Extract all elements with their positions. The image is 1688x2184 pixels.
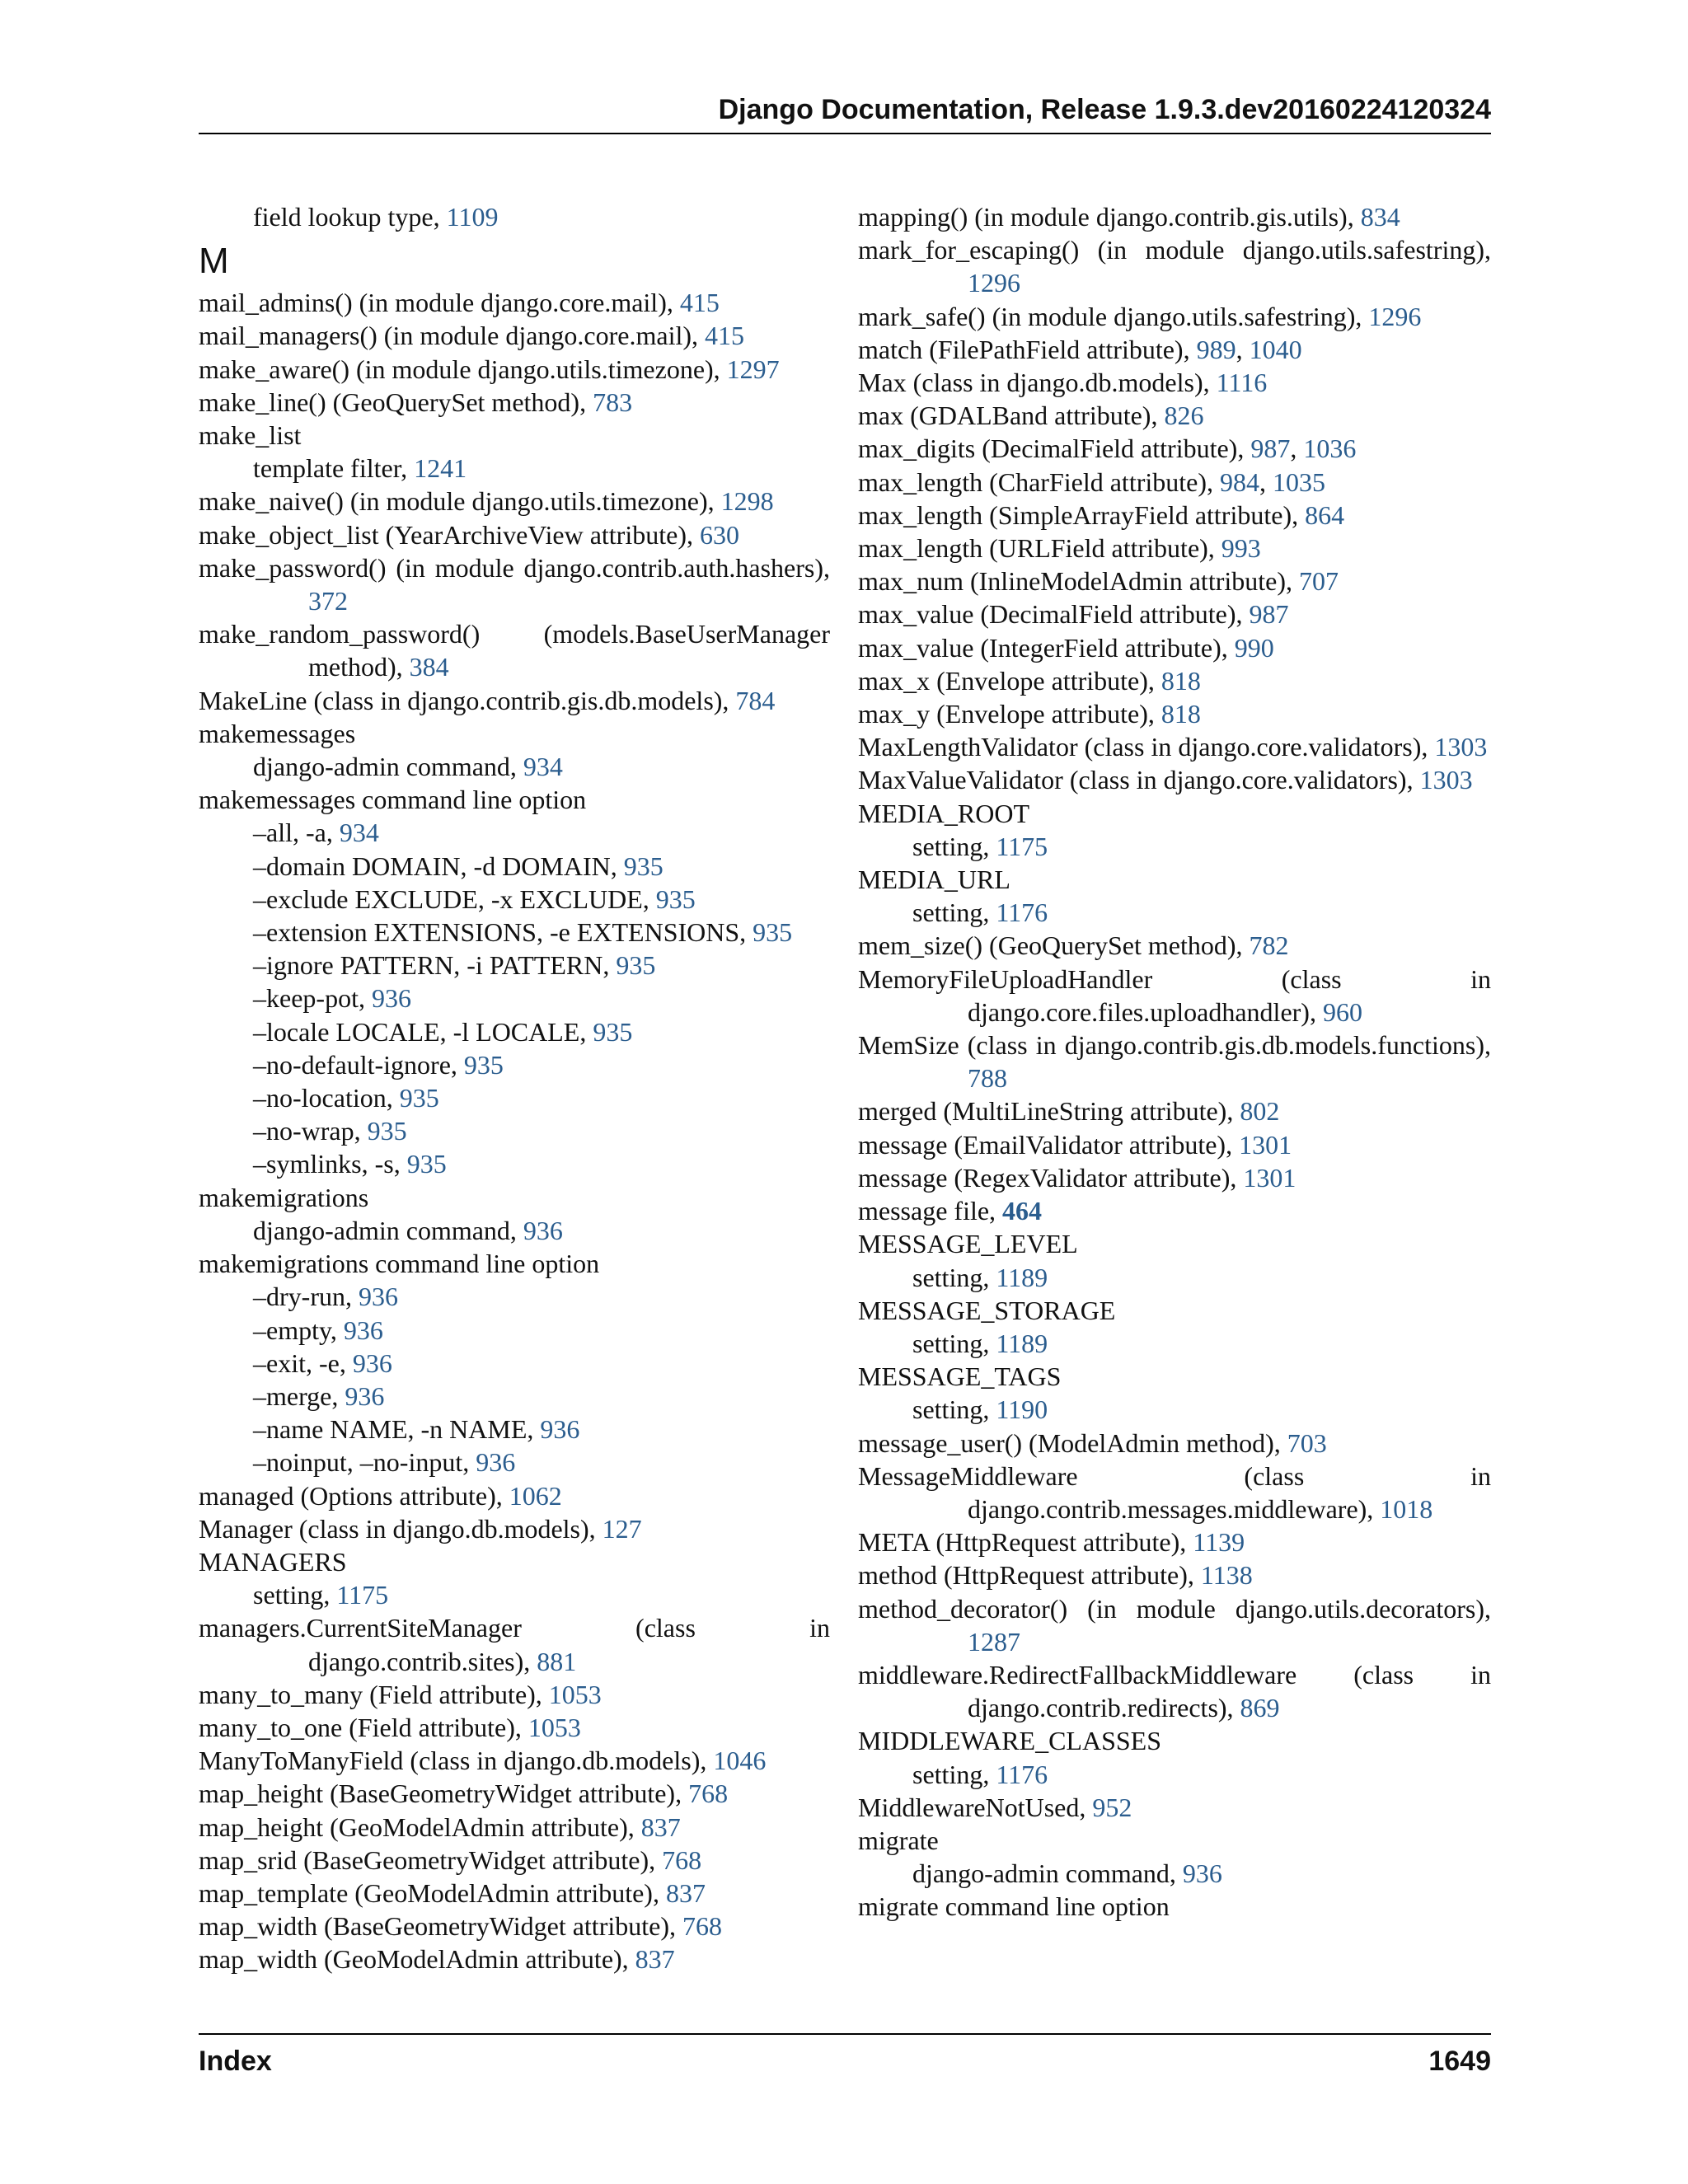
index-subentry: [858, 1758, 1491, 1791]
entry-text: –exclude EXCLUDE, -x EXCLUDE,: [253, 883, 656, 914]
index-entry: [199, 1910, 830, 1943]
entry-text: makemigrations: [199, 1182, 369, 1212]
index-entry: [199, 1479, 830, 1512]
index-entry: [858, 1558, 1491, 1591]
entry-text: MemoryFileUploadHandler (class in django.core.files.uploadhandler),: [858, 963, 1491, 1027]
page-link[interactable]: 837: [665, 1877, 706, 1908]
index-entry: [858, 1227, 1491, 1260]
entry-text: map_template (GeoModelAdmin attribute),: [199, 1877, 666, 1908]
entry-text: –empty,: [253, 1315, 344, 1345]
page-link[interactable]: 993: [1221, 533, 1261, 564]
entry-text: max_digits (DecimalField attribute),: [858, 434, 1251, 464]
index-subentry: [199, 1347, 830, 1380]
index-entry: [858, 200, 1491, 233]
entry-text: setting,: [912, 1394, 996, 1425]
page-link[interactable]: 952: [1092, 1792, 1132, 1822]
index-entry: [199, 286, 830, 319]
index-entry: [858, 797, 1491, 830]
entry-text: MessageMiddleware (class in django.contrib.messages.middleware),: [858, 1460, 1491, 1524]
entry-text: MaxValueValidator (class in django.core.validators),: [858, 765, 1420, 795]
entry-text: max_x (Envelope attribute),: [858, 665, 1161, 696]
entry-text: –no-wrap,: [253, 1116, 368, 1146]
index-subentry: [199, 916, 830, 949]
entry-text: match (FilePathField attribute),: [858, 334, 1197, 364]
index-subentry: [199, 1114, 830, 1147]
entry-text: managers.CurrentSiteManager (class in django.contrib.sites),: [199, 1613, 830, 1676]
entry-text: setting,: [912, 1262, 996, 1292]
index-entry: max_digits (DecimalField attribute), 987, 1036: [858, 434, 1357, 464]
page-link[interactable]: 936: [345, 1380, 385, 1411]
index-entry: [858, 1029, 1491, 1094]
index-subentry: [199, 750, 830, 783]
entry-text: map_height (GeoModelAdmin attribute),: [199, 1811, 641, 1842]
index-entry: [199, 1611, 830, 1677]
page-link[interactable]: 935: [753, 917, 793, 948]
index-entry: [858, 1294, 1491, 1327]
page-link[interactable]: 464: [1002, 1196, 1043, 1226]
entry-text: –no-location,: [253, 1083, 400, 1113]
entry-text: –merge,: [253, 1380, 345, 1411]
index-entry: match (FilePathField attribute), 989, 1040: [858, 334, 1302, 364]
entry-text: message (RegexValidator attribute),: [858, 1162, 1244, 1193]
index-entry: [858, 1460, 1491, 1526]
page-link[interactable]: 1297: [726, 354, 780, 384]
page-link[interactable]: 127: [602, 1513, 642, 1544]
entry-text: map_width (BaseGeometryWidget attribute),: [199, 1911, 682, 1942]
index-subentry: [199, 1314, 830, 1347]
entry-text: middleware.RedirectFallbackMiddleware (class in django.contrib.redirects),: [858, 1659, 1491, 1723]
entry-text: merged (MultiLineString attribute),: [858, 1096, 1240, 1127]
entry-text: make_naive() (in module django.utils.timezone),: [199, 486, 721, 517]
entry-text: mapping() (in module django.contrib.gis.utils),: [858, 202, 1361, 232]
entry-text: –exit, -e,: [253, 1347, 353, 1378]
page-link[interactable]: 935: [623, 851, 663, 881]
index-entry: [199, 1545, 830, 1578]
index-entry: [858, 233, 1491, 299]
entry-text: message file,: [858, 1196, 1003, 1226]
index-subentry: [199, 1578, 830, 1611]
entry-text: make_list: [199, 420, 302, 451]
index-entry: [858, 565, 1491, 598]
page-link[interactable]: 1303: [1434, 732, 1488, 762]
index-entry: [858, 300, 1491, 333]
index-entry: [199, 1711, 830, 1744]
index-subentry: [858, 1393, 1491, 1426]
index-subentry: [199, 1048, 830, 1081]
index-subentry: [199, 982, 830, 1015]
page-link[interactable]: 1298: [720, 486, 774, 517]
index-entry: [199, 1512, 830, 1545]
page-link[interactable]: 707: [1299, 566, 1339, 597]
entry-text: template filter,: [253, 453, 415, 484]
page-link[interactable]: 630: [699, 519, 739, 550]
index-entry: [858, 499, 1491, 532]
index-entry: [858, 664, 1491, 697]
index-entry: [858, 598, 1491, 630]
page-link[interactable]: 1301: [1239, 1129, 1292, 1160]
index-entry: [858, 1194, 1491, 1227]
entry-text: make_object_list (YearArchiveView attribute),: [199, 519, 700, 550]
page-link[interactable]: 1053: [528, 1712, 581, 1742]
page-link[interactable]: 1018: [1380, 1493, 1433, 1524]
index-subentry: [199, 200, 830, 233]
page-link[interactable]: 1175: [336, 1580, 389, 1610]
index-entry: [858, 1360, 1491, 1393]
entry-text: field lookup type,: [253, 202, 447, 232]
page-link[interactable]: 984: [1220, 466, 1259, 497]
entry-text: make_password() (in module django.contrib.auth.hashers),: [199, 552, 830, 583]
index-entry: [199, 783, 830, 816]
index-entry: [199, 1678, 830, 1711]
page-footer: [199, 2033, 1491, 2078]
index-subentry: [858, 830, 1491, 863]
index-entry: [858, 1094, 1491, 1127]
index-entry: [858, 730, 1491, 763]
index-entry: [858, 763, 1491, 796]
entry-text: MEDIA_ROOT: [858, 798, 1029, 828]
page-link[interactable]: 935: [367, 1116, 407, 1146]
entry-text: map_width (GeoModelAdmin attribute),: [199, 1944, 635, 1975]
entry-text: max (GDALBand attribute),: [858, 401, 1165, 431]
index-subentry: [199, 850, 830, 883]
index-entry: [858, 1724, 1491, 1757]
index-subentry: [199, 1280, 830, 1313]
entry-text: mark_for_escaping() (in module django.utils.safestring),: [858, 235, 1491, 265]
page-link[interactable]: 1303: [1419, 765, 1473, 795]
page-link[interactable]: 935: [593, 1016, 633, 1047]
page-link[interactable]: 783: [593, 387, 633, 417]
page-link[interactable]: 834: [1360, 202, 1400, 232]
entry-text: –ignore PATTERN, -i PATTERN,: [253, 950, 617, 981]
page-link[interactable]: 1053: [548, 1679, 602, 1709]
index-entry: [199, 386, 830, 419]
index-entry: [199, 1777, 830, 1810]
page-link[interactable]: 1190: [996, 1394, 1048, 1425]
entry-text: mail_managers() (in module django.core.mail),: [199, 321, 706, 351]
index-subentry: [199, 1446, 830, 1479]
index-column-left: [199, 200, 830, 1976]
entry-text: mail_admins() (in module django.core.mail),: [199, 288, 680, 318]
index-subentry: [199, 949, 830, 982]
index-entry: [199, 717, 830, 750]
page-link[interactable]: 1139: [1193, 1527, 1245, 1558]
entry-text: max_length (SimpleArrayField attribute),: [858, 499, 1306, 530]
index-entry: [858, 1128, 1491, 1161]
page-link[interactable]: 960: [1322, 996, 1362, 1027]
entry-text: make_aware() (in module django.utils.timezone),: [199, 354, 727, 384]
entry-text: max_value (DecimalField attribute),: [858, 599, 1250, 630]
entry-text: make_random_password() (models.BaseUserManager method),: [199, 619, 830, 682]
index-subentry: [858, 896, 1491, 929]
page-link[interactable]: 935: [463, 1049, 504, 1080]
page-link[interactable]: 784: [735, 685, 776, 715]
page-link[interactable]: 1176: [996, 898, 1048, 928]
entry-text: method (HttpRequest attribute),: [858, 1560, 1201, 1591]
index-entry: [199, 485, 830, 518]
index-letter-heading: M: [199, 241, 229, 282]
index-entry: [199, 1844, 830, 1877]
entry-text: MIDDLEWARE_CLASSES: [858, 1726, 1162, 1756]
entry-text: max_length (URLField attribute),: [858, 533, 1221, 564]
page-link[interactable]: 990: [1234, 632, 1274, 663]
page-link[interactable]: 768: [682, 1911, 722, 1942]
index-entry: [858, 1658, 1491, 1724]
entry-text: setting,: [912, 898, 996, 928]
entry-text: –all, -a,: [253, 818, 340, 848]
entry-text: makemigrations command line option: [199, 1249, 600, 1279]
page-link[interactable]: 818: [1160, 665, 1201, 696]
page-link[interactable]: 703: [1287, 1427, 1327, 1458]
index-entry: [199, 1811, 830, 1844]
entry-text: max_num (InlineModelAdmin attribute),: [858, 566, 1299, 597]
footer-page-number: 1649: [1428, 2046, 1491, 2077]
page-link[interactable]: 881: [537, 1646, 577, 1676]
entry-text: mark_safe() (in module django.utils.safestring),: [858, 301, 1369, 331]
entry-text: MakeLine (class in django.contrib.gis.db.models),: [199, 685, 736, 715]
entry-text: setting,: [912, 1759, 996, 1789]
entry-text: setting,: [253, 1580, 337, 1610]
index-subentry: [199, 452, 830, 485]
page-link[interactable]: 934: [339, 818, 379, 848]
entry-text: map_srid (BaseGeometryWidget attribute),: [199, 1844, 663, 1875]
entry-text: many_to_many (Field attribute),: [199, 1679, 549, 1709]
entry-text: MEDIA_URL: [858, 865, 1010, 895]
page-link[interactable]: 1036: [1303, 434, 1357, 464]
index-entry: [858, 1890, 1491, 1923]
page-link[interactable]: 936: [540, 1414, 580, 1445]
page-link[interactable]: 935: [655, 883, 696, 914]
index-entry: [858, 929, 1491, 962]
page-link[interactable]: 837: [640, 1811, 681, 1842]
page-link[interactable]: 826: [1164, 401, 1204, 431]
index-subentry: [199, 1147, 830, 1180]
entry-text: method_decorator() (in module django.utils.decorators),: [858, 1593, 1491, 1624]
page-link[interactable]: 935: [399, 1083, 439, 1113]
page-link[interactable]: 768: [662, 1844, 702, 1875]
page-link[interactable]: 936: [343, 1315, 383, 1345]
page-link[interactable]: 1176: [996, 1759, 1048, 1789]
entry-text: managed (Options attribute),: [199, 1480, 509, 1511]
index-entry: [858, 1824, 1491, 1857]
entry-text: MemSize (class in django.contrib.gis.db.models.functions),: [858, 1030, 1491, 1061]
page-link[interactable]: 936: [371, 983, 411, 1014]
index-entry: [858, 863, 1491, 896]
index-entry: [858, 399, 1491, 432]
index-entry: [858, 1592, 1491, 1658]
entry-text: map_height (BaseGeometryWidget attribute),: [199, 1779, 689, 1809]
index-subentry: [199, 883, 830, 916]
page-link[interactable]: 1189: [996, 1328, 1048, 1358]
page-link[interactable]: 1138: [1200, 1560, 1253, 1591]
page-link[interactable]: 1296: [968, 268, 1020, 298]
page-link[interactable]: 987: [1249, 599, 1289, 630]
index-entry: [858, 1161, 1491, 1194]
index-subentry: [858, 1261, 1491, 1294]
entry-text: max_y (Envelope attribute),: [858, 699, 1161, 729]
entry-text: –name NAME, -n NAME,: [253, 1414, 541, 1445]
page-link[interactable]: 934: [523, 752, 563, 782]
index-entry: [858, 1791, 1491, 1824]
page-link[interactable]: 936: [358, 1282, 398, 1312]
page-link[interactable]: 1175: [996, 831, 1048, 861]
index-entry: [199, 617, 830, 683]
page-link[interactable]: 802: [1240, 1096, 1280, 1127]
page-link[interactable]: 869: [1240, 1693, 1280, 1723]
entry-text: MESSAGE_LEVEL: [858, 1229, 1078, 1259]
page-link[interactable]: 1062: [509, 1480, 562, 1511]
page-link[interactable]: 1287: [968, 1626, 1020, 1657]
page-link[interactable]: 818: [1160, 699, 1201, 729]
index-entry: [199, 1877, 830, 1910]
page-link[interactable]: 384: [409, 652, 449, 682]
page-link[interactable]: 1296: [1368, 301, 1422, 331]
page-link[interactable]: 415: [705, 321, 745, 351]
index-subentry: [199, 1015, 830, 1048]
page-link[interactable]: 987: [1250, 434, 1291, 464]
entry-text: setting,: [912, 1328, 996, 1358]
page-link[interactable]: 864: [1305, 499, 1345, 530]
page-link[interactable]: 936: [352, 1347, 392, 1378]
index-subentry: [199, 816, 830, 849]
page-link[interactable]: 936: [476, 1447, 516, 1478]
page-link[interactable]: 1189: [996, 1262, 1048, 1292]
entry-text: ManyToManyField (class in django.db.models),: [199, 1746, 714, 1776]
entry-text: –symlinks, -s,: [253, 1149, 407, 1179]
entry-text: migrate command line option: [858, 1891, 1170, 1922]
page-link[interactable]: 1241: [414, 453, 467, 484]
entry-text: message_user() (ModelAdmin method),: [858, 1427, 1287, 1458]
page-link[interactable]: 935: [406, 1149, 447, 1179]
page-link[interactable]: 1109: [446, 202, 499, 232]
page-link[interactable]: 788: [968, 1063, 1007, 1094]
index-entry: [199, 518, 830, 551]
footer-section: Index: [199, 2046, 272, 2077]
page-link[interactable]: 782: [1249, 930, 1289, 961]
page-link[interactable]: 1040: [1249, 334, 1302, 364]
index-entry: [199, 1744, 830, 1777]
index-entry: [199, 419, 830, 452]
entry-text: MESSAGE_STORAGE: [858, 1295, 1116, 1325]
entry-text: max_value (IntegerField attribute),: [858, 632, 1235, 663]
index-entry: [858, 1526, 1491, 1558]
index-subentry: [199, 1214, 830, 1247]
index-entry: [199, 319, 830, 352]
page-link[interactable]: 936: [523, 1215, 563, 1245]
index-subentry: [199, 1413, 830, 1446]
entry-text: MESSAGE_TAGS: [858, 1361, 1062, 1392]
entry-text: –locale LOCALE, -l LOCALE,: [253, 1016, 593, 1047]
entry-text: Max (class in django.db.models),: [858, 368, 1217, 398]
entry-text: django-admin command,: [253, 752, 523, 782]
index-subentry: [199, 1380, 830, 1413]
index-entry: [858, 631, 1491, 664]
index-entry: [199, 1247, 830, 1280]
entry-text: max_length (CharField attribute),: [858, 466, 1220, 497]
page-link[interactable]: 1116: [1216, 368, 1268, 398]
entry-text: –noinput, –no-input,: [253, 1447, 476, 1478]
page-link[interactable]: 935: [616, 950, 656, 981]
index-column-right: [858, 200, 1491, 1924]
entry-text: MiddlewareNotUsed,: [858, 1792, 1093, 1822]
index-subentry: [858, 1327, 1491, 1360]
page-link[interactable]: 415: [679, 288, 720, 318]
entry-text: MaxLengthValidator (class in django.core.validators),: [858, 732, 1435, 762]
entry-text: Manager (class in django.db.models),: [199, 1513, 603, 1544]
entry-text: many_to_one (Field attribute),: [199, 1712, 528, 1742]
page-link[interactable]: 1035: [1273, 466, 1325, 497]
entry-text: MANAGERS: [199, 1546, 347, 1577]
index-entry: [858, 697, 1491, 730]
page-link[interactable]: 372: [308, 586, 348, 616]
entry-text: –domain DOMAIN, -d DOMAIN,: [253, 851, 624, 881]
entry-text: django-admin command,: [912, 1858, 1183, 1889]
index-entry: [199, 1181, 830, 1214]
index-entry: [858, 963, 1491, 1029]
page-link[interactable]: 1301: [1243, 1162, 1296, 1193]
entry-text: makemessages command line option: [199, 785, 587, 815]
index-subentry: [199, 1081, 830, 1114]
entry-text: migrate: [858, 1825, 939, 1855]
index-entry: max_length (CharField attribute), 984, 1035: [858, 466, 1325, 497]
entry-text: –keep-pot,: [253, 983, 372, 1014]
page-link[interactable]: 989: [1196, 334, 1236, 364]
entry-text: mem_size() (GeoQuerySet method),: [858, 930, 1250, 961]
entry-text: setting,: [912, 831, 996, 861]
index-entry: [858, 1427, 1491, 1460]
index-entry: [199, 551, 830, 617]
entry-text: META (HttpRequest attribute),: [858, 1527, 1193, 1558]
index-entry: [199, 353, 830, 386]
index-subentry: [858, 1857, 1491, 1890]
entry-text: –extension EXTENSIONS, -e EXTENSIONS,: [253, 917, 753, 948]
entry-text: makemessages: [199, 718, 356, 748]
page-link[interactable]: 1046: [713, 1746, 767, 1776]
entry-text: make_line() (GeoQuerySet method),: [199, 387, 593, 417]
entry-text: message (EmailValidator attribute),: [858, 1129, 1240, 1160]
index-entry: [858, 532, 1491, 565]
page-link[interactable]: 768: [688, 1779, 729, 1809]
index-entry: [199, 684, 830, 717]
page-link[interactable]: 837: [635, 1944, 675, 1975]
entry-text: –no-default-ignore,: [253, 1049, 464, 1080]
page-link[interactable]: 936: [1182, 1858, 1222, 1889]
running-header: Django Documentation, Release 1.9.3.dev20160224120324: [199, 93, 1491, 134]
index-entry: [858, 366, 1491, 399]
entry-text: –dry-run,: [253, 1282, 359, 1312]
index-entry: [199, 1943, 830, 1975]
entry-text: django-admin command,: [253, 1215, 523, 1245]
